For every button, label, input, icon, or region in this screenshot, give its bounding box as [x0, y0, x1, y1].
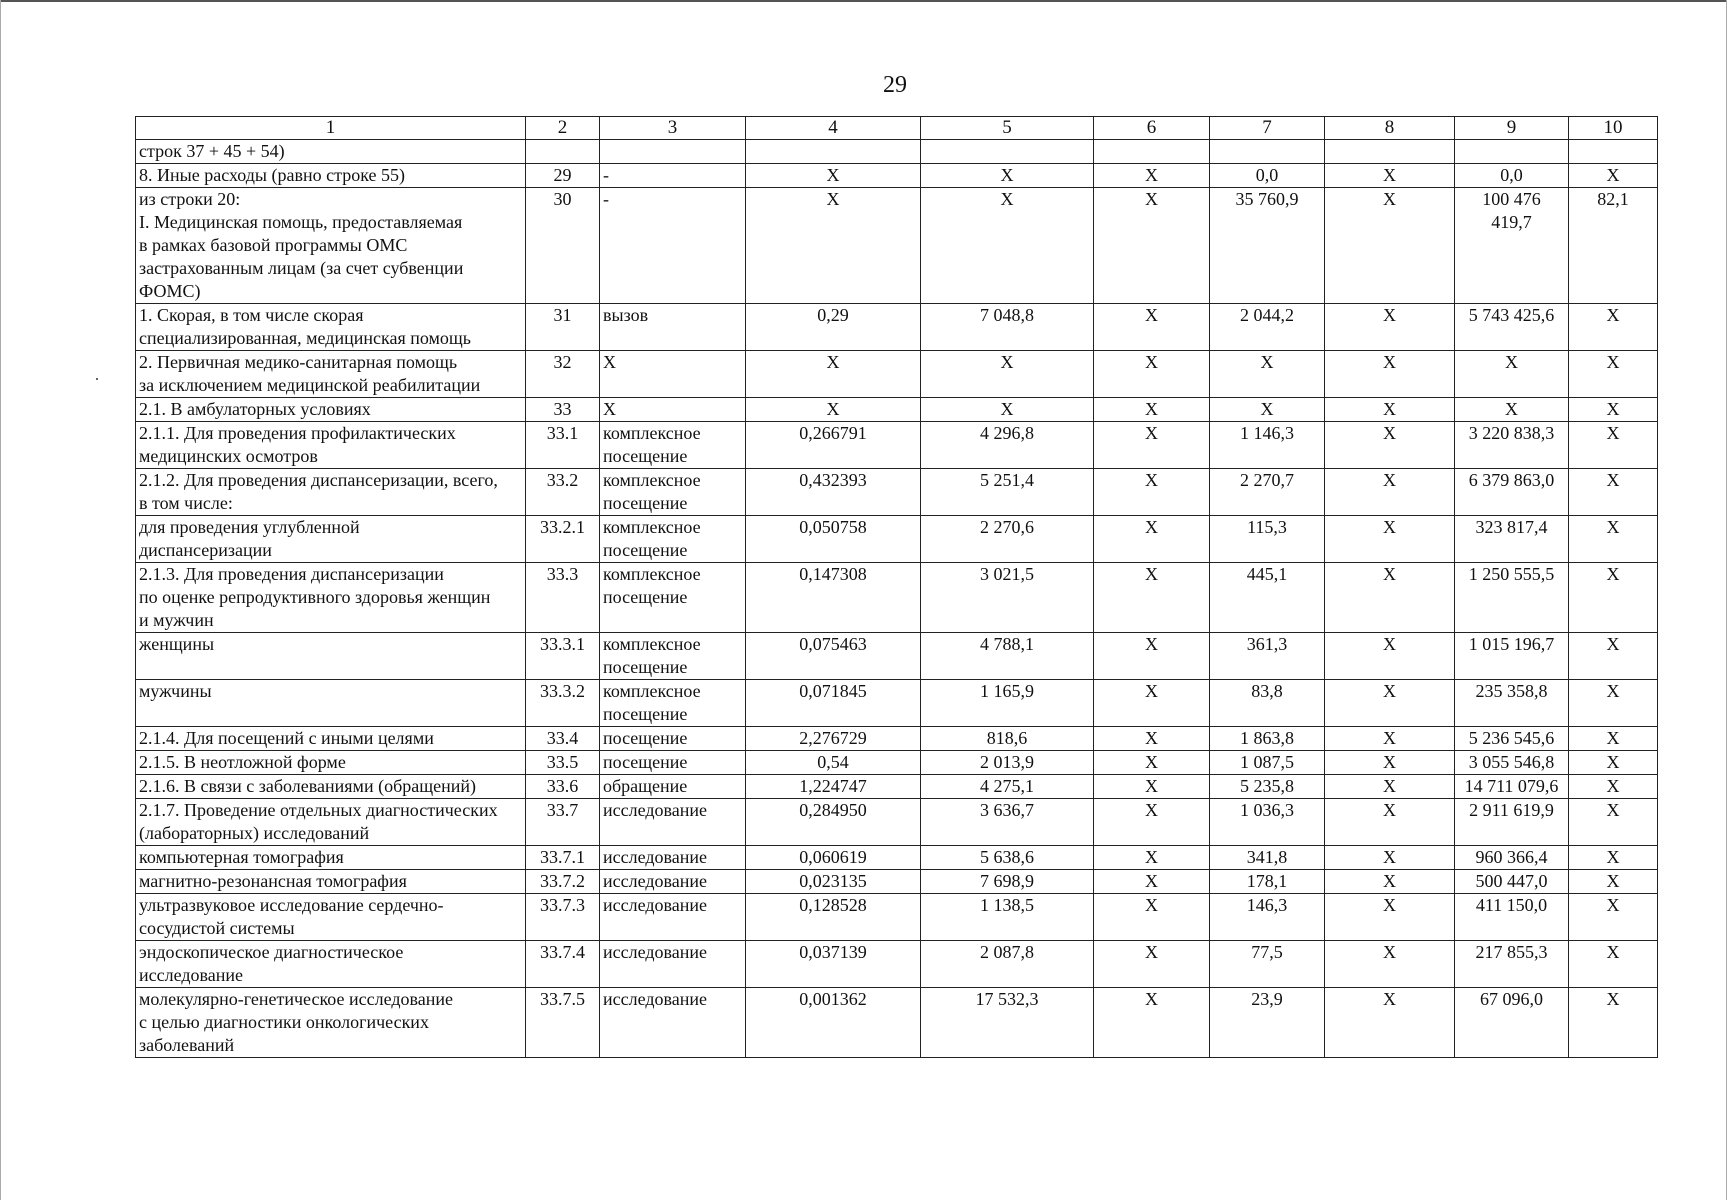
row-label-cell: эндоскопическое диагностическое исследование — [136, 941, 526, 988]
table-cell: X — [1325, 894, 1455, 941]
row-label-cell: компьютерная томография — [136, 846, 526, 870]
header-cell: 8 — [1325, 117, 1455, 140]
table-cell: 5 251,4 — [921, 469, 1094, 516]
table-cell: 1 863,8 — [1210, 727, 1325, 751]
table-cell: 445,1 — [1210, 563, 1325, 633]
table-cell: 82,1 — [1569, 188, 1658, 304]
table-cell: X — [1094, 846, 1210, 870]
table-cell: 17 532,3 — [921, 988, 1094, 1058]
table-cell: исследование — [600, 870, 746, 894]
table-cell: X — [1569, 398, 1658, 422]
table-cell: X — [1210, 351, 1325, 398]
table-cell: 5 638,6 — [921, 846, 1094, 870]
header-cell: 1 — [136, 117, 526, 140]
table-cell: комплексное посещение — [600, 516, 746, 563]
table-cell: X — [600, 398, 746, 422]
table-cell: 178,1 — [1210, 870, 1325, 894]
table-row — [136, 680, 1658, 727]
row-label-cell: из строки 20: I. Медицинская помощь, предоставляемая в рамках базовой программы ОМС застрахованным лицам (за счет субвенции ФОМС) — [136, 188, 526, 304]
table-cell — [600, 140, 746, 164]
row-label-cell: для проведения углубленной диспансеризации — [136, 516, 526, 563]
table-cell: 500 447,0 — [1455, 870, 1569, 894]
table-cell: 1 250 555,5 — [1455, 563, 1569, 633]
table-cell: 0,0 — [1455, 164, 1569, 188]
table-cell: 2 013,9 — [921, 751, 1094, 775]
table-row — [136, 727, 1658, 751]
table-cell: X — [1325, 469, 1455, 516]
table-cell — [1094, 140, 1210, 164]
table-cell: X — [1094, 398, 1210, 422]
table-row — [136, 469, 1658, 516]
table-cell: 33.3.1 — [526, 633, 600, 680]
page-left-edge — [0, 0, 1, 1200]
table-cell: X — [1094, 751, 1210, 775]
table-cell: 33.3.2 — [526, 680, 600, 727]
table-cell: X — [1325, 846, 1455, 870]
row-label-cell: 2.1.2. Для проведения диспансеризации, всего, в том числе: — [136, 469, 526, 516]
header-cell: 9 — [1455, 117, 1569, 140]
table-cell: 7 698,9 — [921, 870, 1094, 894]
table-row — [136, 398, 1658, 422]
table-cell: X — [1569, 422, 1658, 469]
table-cell: комплексное посещение — [600, 563, 746, 633]
table-cell: - — [600, 188, 746, 304]
table-cell — [746, 140, 921, 164]
row-label-cell: женщины — [136, 633, 526, 680]
table-cell: исследование — [600, 941, 746, 988]
table-cell: X — [1094, 988, 1210, 1058]
table-cell: 33.5 — [526, 751, 600, 775]
table-cell: X — [1455, 398, 1569, 422]
table-cell: X — [1094, 516, 1210, 563]
table-cell: 0,266791 — [746, 422, 921, 469]
table-cell: X — [1094, 422, 1210, 469]
table-cell: X — [1569, 304, 1658, 351]
table-cell: 100 476 419,7 — [1455, 188, 1569, 304]
table-cell: 235 358,8 — [1455, 680, 1569, 727]
table-cell: 2 270,6 — [921, 516, 1094, 563]
table-cell: 3 636,7 — [921, 799, 1094, 846]
table-cell: 83,8 — [1210, 680, 1325, 727]
table-cell: 33.7 — [526, 799, 600, 846]
table-cell: X — [1325, 516, 1455, 563]
table-cell: 217 855,3 — [1455, 941, 1569, 988]
table-cell: X — [1094, 894, 1210, 941]
table-row — [136, 870, 1658, 894]
table-cell: X — [1325, 870, 1455, 894]
table-cell: 33.7.4 — [526, 941, 600, 988]
stray-mark — [96, 378, 98, 380]
table-cell: комплексное посещение — [600, 680, 746, 727]
table-cell: 2,276729 — [746, 727, 921, 751]
table-cell: X — [1325, 799, 1455, 846]
header-cell: 7 — [1210, 117, 1325, 140]
table-cell: X — [746, 351, 921, 398]
table-cell: X — [1094, 680, 1210, 727]
table-cell: исследование — [600, 988, 746, 1058]
table-cell: 33.1 — [526, 422, 600, 469]
row-label-cell: 2. Первичная медико-санитарная помощь за исключением медицинской реабилитации — [136, 351, 526, 398]
table-cell: исследование — [600, 846, 746, 870]
table-cell: X — [1094, 870, 1210, 894]
table-cell: X — [1569, 988, 1658, 1058]
table-cell: 5 743 425,6 — [1455, 304, 1569, 351]
table-cell — [1210, 140, 1325, 164]
table-cell: X — [1094, 799, 1210, 846]
table-cell: 1 165,9 — [921, 680, 1094, 727]
row-label-cell: 2.1.1. Для проведения профилактических медицинских осмотров — [136, 422, 526, 469]
table-cell: 115,3 — [1210, 516, 1325, 563]
table-cell: 6 379 863,0 — [1455, 469, 1569, 516]
table-row — [136, 351, 1658, 398]
table-cell: 0,0 — [1210, 164, 1325, 188]
table-cell: X — [921, 351, 1094, 398]
row-label-cell: 2.1.7. Проведение отдельных диагностических (лабораторных) исследований — [136, 799, 526, 846]
table-cell: 5 235,8 — [1210, 775, 1325, 799]
table-cell: X — [1094, 304, 1210, 351]
table-cell: X — [1325, 727, 1455, 751]
table-cell: исследование — [600, 799, 746, 846]
table-cell: 0,060619 — [746, 846, 921, 870]
table-cell: комплексное посещение — [600, 633, 746, 680]
table-cell: 1,224747 — [746, 775, 921, 799]
table-cell: 0,128528 — [746, 894, 921, 941]
table-cell: 0,147308 — [746, 563, 921, 633]
table-row — [136, 775, 1658, 799]
table-cell: X — [1325, 422, 1455, 469]
table-cell: X — [1210, 398, 1325, 422]
table-cell: вызов — [600, 304, 746, 351]
row-label-cell: магнитно-резонансная томография — [136, 870, 526, 894]
table-cell: X — [1325, 351, 1455, 398]
page-top-edge — [0, 0, 1727, 2]
table-row — [136, 516, 1658, 563]
table-cell: 0,050758 — [746, 516, 921, 563]
table-cell: X — [921, 164, 1094, 188]
table-row — [136, 846, 1658, 870]
table-cell: 33.7.3 — [526, 894, 600, 941]
table-cell: X — [1569, 680, 1658, 727]
table-cell: комплексное посещение — [600, 422, 746, 469]
table-row — [136, 941, 1658, 988]
row-label-cell: 2.1. В амбулаторных условиях — [136, 398, 526, 422]
table-cell: 818,6 — [921, 727, 1094, 751]
table-cell: 33.7.1 — [526, 846, 600, 870]
table-row — [136, 188, 1658, 304]
table-cell: X — [600, 351, 746, 398]
header-cell: 6 — [1094, 117, 1210, 140]
table-cell: X — [1325, 751, 1455, 775]
table-cell — [1455, 140, 1569, 164]
table-row — [136, 140, 1658, 164]
table-cell: X — [1325, 563, 1455, 633]
table-cell: 3 021,5 — [921, 563, 1094, 633]
table-cell: X — [1569, 775, 1658, 799]
header-row — [136, 117, 1658, 140]
table-cell: - — [600, 164, 746, 188]
table-cell: X — [1569, 941, 1658, 988]
table-cell: X — [1325, 188, 1455, 304]
row-label-cell: 2.1.4. Для посещений с иными целями — [136, 727, 526, 751]
table-cell: 0,54 — [746, 751, 921, 775]
table-cell: X — [1094, 633, 1210, 680]
table-cell: X — [1569, 870, 1658, 894]
table-cell: X — [1094, 563, 1210, 633]
table-row — [136, 422, 1658, 469]
table-cell: X — [1325, 633, 1455, 680]
table-row — [136, 894, 1658, 941]
table-cell: X — [1094, 164, 1210, 188]
table-cell: 0,071845 — [746, 680, 921, 727]
table-cell: обращение — [600, 775, 746, 799]
row-label-cell: 2.1.3. Для проведения диспансеризации по оценке репродуктивного здоровья женщин и мужчин — [136, 563, 526, 633]
table-cell: 33.4 — [526, 727, 600, 751]
header-cell: 2 — [526, 117, 600, 140]
table-cell: X — [1569, 516, 1658, 563]
table-cell: 0,075463 — [746, 633, 921, 680]
table-cell: 2 044,2 — [1210, 304, 1325, 351]
table-cell: 3 055 546,8 — [1455, 751, 1569, 775]
table-cell: X — [1325, 398, 1455, 422]
table-cell: 14 711 079,6 — [1455, 775, 1569, 799]
table-cell: 0,432393 — [746, 469, 921, 516]
table-cell: 0,29 — [746, 304, 921, 351]
table-cell: 146,3 — [1210, 894, 1325, 941]
table-cell: X — [1569, 727, 1658, 751]
table-cell: X — [1569, 351, 1658, 398]
table-cell: X — [1325, 941, 1455, 988]
table-cell: посещение — [600, 751, 746, 775]
table-cell: 33.2.1 — [526, 516, 600, 563]
table-cell: X — [1569, 799, 1658, 846]
table-cell: X — [1325, 988, 1455, 1058]
header-cell: 5 — [921, 117, 1094, 140]
table-cell: X — [921, 188, 1094, 304]
table-cell: 1 036,3 — [1210, 799, 1325, 846]
table-cell: X — [1094, 351, 1210, 398]
table-cell: 2 911 619,9 — [1455, 799, 1569, 846]
table-cell: X — [1094, 188, 1210, 304]
table-cell: X — [746, 188, 921, 304]
table-cell: X — [1569, 633, 1658, 680]
row-label-cell: 8. Иные расходы (равно строке 55) — [136, 164, 526, 188]
table-cell: X — [1094, 941, 1210, 988]
table-row — [136, 988, 1658, 1058]
table-row — [136, 799, 1658, 846]
expenses-table — [135, 116, 1658, 1058]
table-cell: 0,001362 — [746, 988, 921, 1058]
table-cell: 3 220 838,3 — [1455, 422, 1569, 469]
table-cell: X — [1094, 727, 1210, 751]
table-cell: 411 150,0 — [1455, 894, 1569, 941]
table-cell: 67 096,0 — [1455, 988, 1569, 1058]
table-cell: 30 — [526, 188, 600, 304]
table-cell: X — [1569, 563, 1658, 633]
table-cell: 0,037139 — [746, 941, 921, 988]
table-cell: X — [1325, 164, 1455, 188]
table-cell: X — [1325, 304, 1455, 351]
table-cell — [921, 140, 1094, 164]
table-cell: 1 146,3 — [1210, 422, 1325, 469]
row-label-cell: 1. Скорая, в том числе скорая специализированная, медицинская помощь — [136, 304, 526, 351]
table-cell: 33 — [526, 398, 600, 422]
table-cell: 77,5 — [1210, 941, 1325, 988]
table-cell: X — [1569, 846, 1658, 870]
table-row — [136, 164, 1658, 188]
table-cell: X — [1569, 469, 1658, 516]
table-cell: X — [1325, 775, 1455, 799]
row-label-cell: ультразвуковое исследование сердечно- сосудистой системы — [136, 894, 526, 941]
table-cell: 33.7.5 — [526, 988, 600, 1058]
table-cell: 361,3 — [1210, 633, 1325, 680]
table-cell: комплексное посещение — [600, 469, 746, 516]
table-cell: 7 048,8 — [921, 304, 1094, 351]
table-cell: X — [1569, 751, 1658, 775]
table-cell: X — [1569, 164, 1658, 188]
header-cell: 4 — [746, 117, 921, 140]
table-cell: 960 366,4 — [1455, 846, 1569, 870]
table-cell: 0,023135 — [746, 870, 921, 894]
table-cell: X — [921, 398, 1094, 422]
row-label-cell: мужчины — [136, 680, 526, 727]
table-cell: 1 015 196,7 — [1455, 633, 1569, 680]
header-cell: 3 — [600, 117, 746, 140]
table-row — [136, 563, 1658, 633]
table-cell: 2 087,8 — [921, 941, 1094, 988]
row-label-cell: строк 37 + 45 + 54) — [136, 140, 526, 164]
header-cell: 10 — [1569, 117, 1658, 140]
table-cell: исследование — [600, 894, 746, 941]
table-cell: X — [1569, 894, 1658, 941]
table-cell: 29 — [526, 164, 600, 188]
table-cell: посещение — [600, 727, 746, 751]
table-cell: X — [1094, 469, 1210, 516]
table-row — [136, 751, 1658, 775]
table-cell: 33.2 — [526, 469, 600, 516]
table-cell — [1569, 140, 1658, 164]
page-number: 29 — [883, 72, 907, 98]
table-cell — [1325, 140, 1455, 164]
table-cell: 35 760,9 — [1210, 188, 1325, 304]
table-cell: 1 087,5 — [1210, 751, 1325, 775]
row-label-cell: 2.1.5. В неотложной форме — [136, 751, 526, 775]
table-cell: 4 296,8 — [921, 422, 1094, 469]
table-cell: X — [1325, 680, 1455, 727]
table-cell: 32 — [526, 351, 600, 398]
table-cell: 341,8 — [1210, 846, 1325, 870]
table-cell: 1 138,5 — [921, 894, 1094, 941]
table-cell: 323 817,4 — [1455, 516, 1569, 563]
table-cell: 31 — [526, 304, 600, 351]
table-cell: 33.3 — [526, 563, 600, 633]
table-cell — [526, 140, 600, 164]
table-cell: X — [746, 164, 921, 188]
table-cell: X — [1094, 775, 1210, 799]
table-row — [136, 633, 1658, 680]
table-cell: 23,9 — [1210, 988, 1325, 1058]
table-row — [136, 304, 1658, 351]
table-cell: 0,284950 — [746, 799, 921, 846]
row-label-cell: молекулярно-генетическое исследование с целью диагностики онкологических заболеваний — [136, 988, 526, 1058]
table-cell: 33.6 — [526, 775, 600, 799]
table-cell: 2 270,7 — [1210, 469, 1325, 516]
table-cell: X — [746, 398, 921, 422]
table-cell: 33.7.2 — [526, 870, 600, 894]
table-cell: 4 788,1 — [921, 633, 1094, 680]
row-label-cell: 2.1.6. В связи с заболеваниями (обращений) — [136, 775, 526, 799]
table-cell: 5 236 545,6 — [1455, 727, 1569, 751]
table-cell: 4 275,1 — [921, 775, 1094, 799]
table-cell: X — [1455, 351, 1569, 398]
